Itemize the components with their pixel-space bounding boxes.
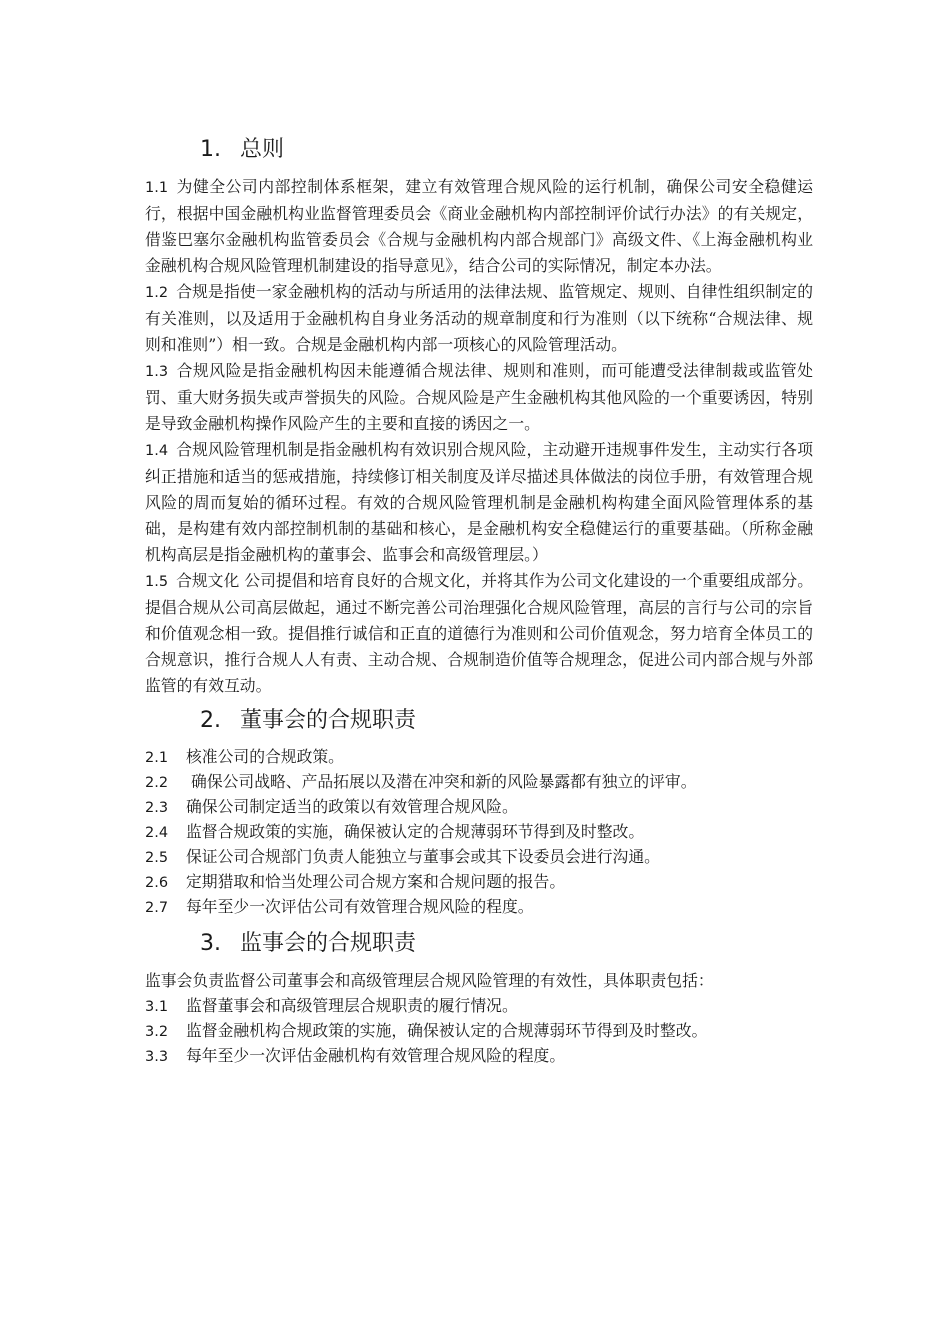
section-intro: 监事会负责监督公司董事会和高级管理层合规风险管理的有效性，具体职责包括：: [145, 971, 714, 990]
item-text: 确保公司战略、产品拓展以及潜在冲突和新的风险暴露都有独立的评审。: [186, 772, 697, 791]
item-number: 2.5: [145, 850, 169, 866]
item-number: 2.3: [145, 800, 169, 816]
item-number: 2.7: [145, 900, 169, 916]
paragraph-text: 合规风险是指金融机构因未能遵循合规法律、规则和准则，而可能遭受法律制裁或监管处罚、重大财务损失或声誉损失的风险。合规风险是产生金融机构其他风险的一个重要诱因，特别是导致金融机构操作风险产生的主要和直接的诱因之一。: [145, 361, 813, 433]
paragraph-number: 1.1: [145, 180, 169, 196]
paragraph: [145, 437, 813, 568]
paragraph: [145, 568, 813, 699]
section-heading: [200, 924, 813, 964]
list-item: [145, 994, 813, 1019]
list-item: [145, 1044, 813, 1069]
section-title: 监事会的合规职责: [240, 931, 417, 956]
item-text: 监督金融机构合规政策的实施，确保被认定的合规薄弱环节得到及时整改。: [186, 1021, 708, 1040]
section-heading: [200, 130, 813, 170]
item-number: 3.2: [145, 1024, 169, 1040]
paragraph-text: 合规是指使一家金融机构的活动与所适用的法律法规、监管规定、规则、自律性组织制定的有关准则，以及适用于金融机构自身业务活动的规章制度和行为准则（以下统称“合规法律、规则和准则”）相一致。合规是金融机构内部一项核心的风险管理活动。: [145, 282, 813, 354]
item-number: 2.4: [145, 825, 169, 841]
section-title: 总则: [240, 137, 285, 162]
list-item: [145, 870, 813, 895]
paragraph: [145, 358, 813, 437]
item-number: 2.2: [145, 775, 169, 791]
paragraph-text: 合规风险管理机制是指金融机构有效识别合规风险，主动避开违规事件发生，主动实行各项纠正措施和适当的惩戒措施，持续修订相关制度及详尽描述具体做法的岗位手册，有效管理合规风险的周而复始的循环过程。有效的合规风险管理机制是金融机构构建全面风险管理体系的基础，是构建有效内部控制机制的基础和核心，是金融机构安全稳健运行的重要基础。（所称金融机构高层是指金融机构的董事会、监事会和高级管理层。）: [145, 440, 813, 564]
paragraph-text: 合规文化 公司提倡和培育良好的合规文化，并将其作为公司文化建设的一个重要组成部分。提倡合规从公司高层做起，通过不断完善公司治理强化合规风险管理，高层的言行与公司的宗旨和价值观念相一致。提倡推行诚信和正直的道德行为准则和公司价值观念，努力培育全体员工的合规意识，推行合规人人有责、主动合规、合规制造价值等合规理念，促进公司内部合规与外部监管的有效互动。: [145, 571, 813, 695]
list-item: [145, 895, 813, 920]
list-item: [145, 820, 813, 845]
item-text: 保证公司合规部门负责人能独立与董事会或其下设委员会进行沟通。: [186, 847, 660, 866]
list-item: [145, 770, 813, 795]
item-text: 每年至少一次评估金融机构有效管理合规风险的程度。: [186, 1046, 566, 1065]
section-number: 2.: [200, 708, 221, 733]
item-text: 定期猎取和恰当处理公司合规方案和合规问题的报告。: [186, 872, 566, 891]
list-item: [145, 795, 813, 820]
list-item: [145, 745, 813, 770]
item-text: 确保公司制定适当的政策以有效管理合规风险。: [186, 797, 518, 816]
section-number: 1.: [200, 137, 221, 162]
item-text: 监督合规政策的实施，确保被认定的合规薄弱环节得到及时整改。: [186, 822, 645, 841]
paragraph-number: 1.5: [145, 574, 169, 590]
item-number: 3.1: [145, 999, 169, 1015]
section-title: 董事会的合规职责: [240, 708, 417, 733]
item-text: 监督董事会和高级管理层合规职责的履行情况。: [186, 996, 518, 1015]
paragraph-number: 1.2: [145, 285, 169, 301]
document-body: [145, 130, 813, 1069]
item-number: 2.6: [145, 875, 169, 891]
section-heading: [200, 701, 813, 741]
item-text: 每年至少一次评估公司有效管理合规风险的程度。: [186, 897, 534, 916]
list-item: [145, 845, 813, 870]
paragraph: [145, 279, 813, 358]
list-item: [145, 1019, 813, 1044]
paragraph-text: 为健全公司内部控制体系框架，建立有效管理合规风险的运行机制，确保公司安全稳健运行，根据中国金融机构业监督管理委员会《商业金融机构内部控制评价试行办法》的有关规定，借鉴巴塞尔金融机构监管委员会《合规与金融机构内部合规部门》高级文件、《上海金融机构业金融机构合规风险管理机制建设的指导意见》，结合公司的实际情况，制定本办法。: [145, 177, 813, 275]
item-number: 3.3: [145, 1049, 169, 1065]
paragraph-number: 1.4: [145, 443, 169, 459]
item-number: 2.1: [145, 750, 169, 766]
item-text: 核准公司的合规政策。: [186, 747, 344, 766]
section-number: 3.: [200, 931, 221, 956]
paragraph-number: 1.3: [145, 364, 169, 380]
paragraph: [145, 174, 813, 279]
